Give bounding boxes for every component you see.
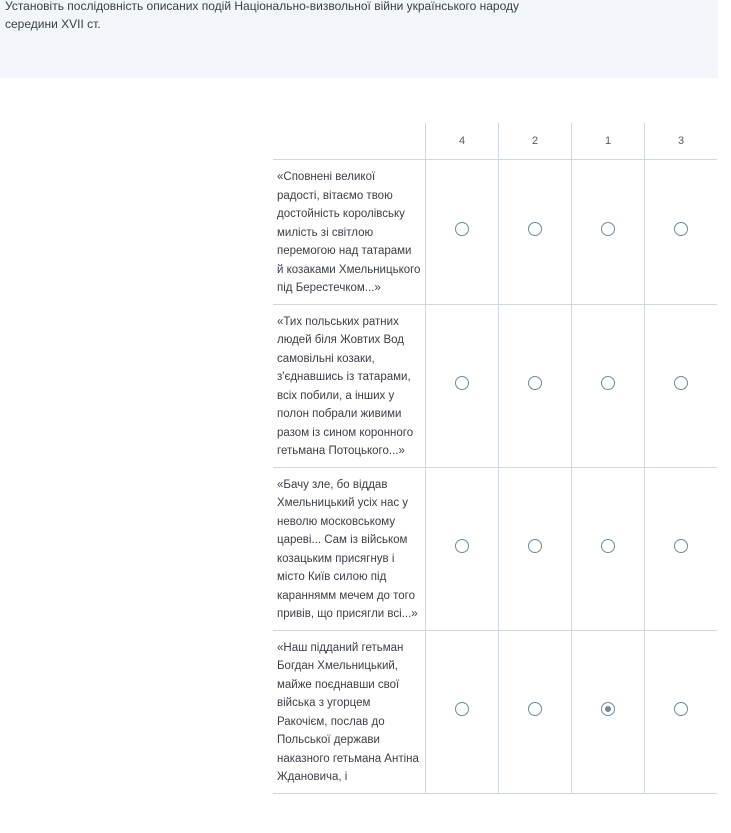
radio-cell [499,630,572,793]
radio-button[interactable] [674,376,688,390]
table-row [273,304,717,467]
radio-cell [572,304,645,467]
radio-button[interactable] [455,222,469,236]
radio-button[interactable] [455,702,469,716]
radio-cell [645,467,718,630]
radio-button[interactable] [455,376,469,390]
question-text: Установіть послідовність описаних подій Національно-визвольної війни українського народу середини XVII ст. [5,0,520,31]
statement-text: «Тих польських ратних людей біля Жовтих Вод самовільні козаки, з'єднавшись із татарами, всіх побили, а інших у полон побрали живими разом із сином коронного гетьмана Потоцького...» [273,304,426,467]
radio-cell [499,467,572,630]
column-header: 2 [499,123,572,160]
radio-cell [572,160,645,305]
radio-button[interactable] [455,539,469,553]
radio-cell [426,467,499,630]
radio-button[interactable] [601,539,615,553]
radio-button[interactable] [528,702,542,716]
table-row [273,630,717,793]
radio-button[interactable] [601,376,615,390]
matching-grid [273,123,717,794]
radio-button[interactable] [674,702,688,716]
table-row [273,467,717,630]
radio-button[interactable] [528,376,542,390]
statement-text: «Бачу зле, бо віддав Хмельницький усіх нас у неволю московському цареві... Сам із військом козацьким присягнув і місто Київ силою під караннямм мечем до того привів, що присягли всі...» [273,467,426,630]
radio-cell [645,160,718,305]
radio-cell [499,160,572,305]
radio-cell [426,304,499,467]
statement-text: «Наш підданий гетьман Богдан Хмельницький, майже поєднавши свої війська з угорцем Ракочієм, послав до Польської держави наказного гетьмана Антіна Ждановича, і [273,630,426,793]
radio-button[interactable] [674,539,688,553]
radio-button[interactable] [601,222,615,236]
header-row [273,123,717,160]
column-header: 4 [426,123,499,160]
radio-cell [572,467,645,630]
radio-button[interactable] [528,222,542,236]
radio-cell [572,630,645,793]
question-panel [0,0,718,78]
statement-text: «Сповнені великої радості, вітаємо твою достойність королівську милість зі світлою перемогою над татарами й козаками Хмельницького під Берестечком...» [273,160,426,305]
table-row [273,160,717,305]
radio-cell [426,630,499,793]
radio-button[interactable] [528,539,542,553]
radio-button[interactable] [601,702,615,716]
radio-cell [499,304,572,467]
column-header: 3 [645,123,718,160]
radio-button[interactable] [674,222,688,236]
header-corner [273,123,426,160]
column-header: 1 [572,123,645,160]
radio-cell [645,304,718,467]
radio-cell [426,160,499,305]
radio-cell [645,630,718,793]
